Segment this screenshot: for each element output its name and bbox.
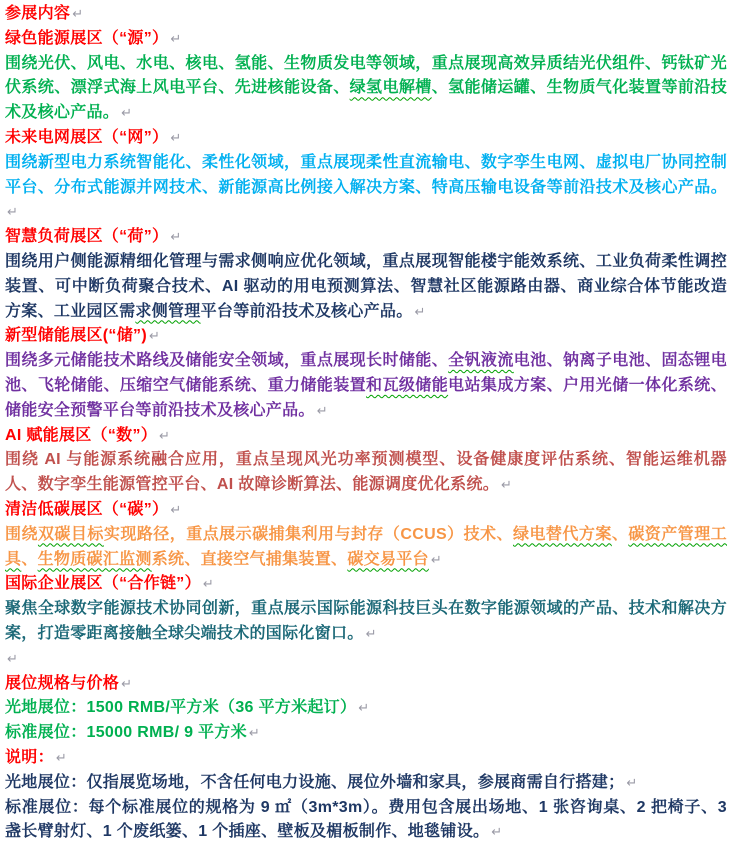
note-raw-space [5, 771, 727, 796]
text-run: 清洁低碳展区（“碳”） [5, 501, 168, 518]
spellcheck-flagged-text: 碳资产管理工具 [5, 526, 727, 568]
section-heading-source [5, 27, 727, 52]
paragraph-mark-icon: ↵ [119, 105, 132, 120]
text-run: 新型储能展区(“储”) [5, 327, 147, 344]
paragraph-mark-icon: ↵ [168, 130, 181, 145]
paragraph-mark-icon: ↵ [54, 750, 67, 765]
paragraph-mark-icon: ↵ [489, 824, 502, 839]
price-standard-booth [5, 721, 727, 746]
text-run: 说明： [5, 749, 54, 766]
text-run: 聚焦全球数字能源技术协同创新，重点展示国际能源科技巨头在数字能源领域的产品、技术和解决方案，打造零距离接触全球尖端技术的国际化窗口。 [5, 600, 727, 642]
section-body-carbon [5, 523, 727, 573]
text-run: 围绕用户侧能源精细化管理与需求侧响应优化领域，重点展现智能楼宇能效系统、工业负荷柔性调控装置、可中断负荷聚合技术、AI 驱动的用电预测算法、智慧社区能源路由器、商业综合体节能改造方案、工业园区需 [5, 253, 727, 320]
spellcheck-flagged-text: 碳交易平台 [347, 551, 429, 568]
spellcheck-flagged-text: 生物质碳汇监测 [38, 551, 152, 568]
section-body-load [5, 250, 727, 324]
text-run: 电站集成方案、户用光储一体化系统、储能安全预警平台等前沿技术及核心产品。 [5, 377, 727, 419]
paragraph-mark-icon: ↵ [429, 552, 442, 567]
text-run: 、氢能储运罐、生物质气化装置等前沿技术及核心产品。 [5, 79, 727, 121]
paragraph-mark-icon: ↵ [315, 403, 328, 418]
text-run: 绿色能源展区（“源”） [5, 30, 168, 47]
spellcheck-flagged-text: 和瓦级储能 [366, 377, 448, 394]
paragraph-mark-icon: ↵ [201, 576, 214, 591]
note-standard-booth [5, 796, 727, 845]
text-run: 围绕光伏、风电、水电、核电、氢能、生物质发电等领域，重点展现高效异质结光伏组件、钙钛矿光伏系统、漂浮式海上风电平台、先进核能设备、 [5, 55, 727, 97]
section-heading-grid [5, 126, 727, 151]
text-run: 标准展位：15000 RMB/ 9 平方米 [5, 724, 247, 741]
paragraph-mark-icon: ↵ [5, 651, 18, 666]
text-run: 实现路径，重点展示碳捕集利用与封存（CCUS）技术、 [104, 526, 513, 543]
text-run: 围绕 [5, 526, 38, 543]
section-heading-international [5, 572, 727, 597]
spellcheck-flagged-text: 双碳目标 [38, 526, 104, 543]
text-run: 参展内容 [5, 5, 70, 22]
section-heading-notes [5, 746, 727, 771]
paragraph-mark-icon: ↵ [168, 31, 181, 46]
text-run: 光地展位：仅指展览场地，不含任何电力设施、展位外墙和家具，参展商需自行搭建； [5, 774, 624, 791]
empty-paragraph [5, 647, 727, 672]
spellcheck-flagged-text: 求侧管理 [135, 303, 200, 320]
text-run: 国际企业展区（“合作链”） [5, 575, 201, 592]
text-run: 系统、直接空气捕集装置、 [152, 551, 348, 568]
section-body-ai [5, 448, 727, 498]
section-body-source [5, 52, 727, 126]
section-heading-pricing [5, 672, 727, 697]
text-run: 智慧负荷展区（“荷”） [5, 228, 168, 245]
price-raw-space [5, 696, 727, 721]
text-run: 围绕 AI 与能源系统融合应用，重点呈现风光功率预测模型、设备健康度评估系统、智能运维机器人、数字孪生能源管控平台、AI 故障诊断算法、能源调度优化系统。 [5, 451, 727, 493]
paragraph-mark-icon: ↵ [364, 626, 377, 641]
page-title [5, 2, 727, 27]
section-heading-load [5, 225, 727, 250]
text-run: 标准展位：每个标准展位的规格为 9 ㎡（3m*3m）。费用包含展出场地、1 张咨询桌、2 把椅子、3 盏长臂射灯、1 个废纸篓、1 个插座、壁板及楣板制作、地毯铺设。 [5, 799, 727, 841]
spellcheck-flagged-text: 绿氢电解槽 [350, 79, 432, 96]
paragraph-mark-icon: ↵ [624, 775, 637, 790]
text-run: 未来电网展区（“网”） [5, 129, 168, 146]
paragraph-mark-icon: ↵ [168, 502, 181, 517]
spellcheck-flagged-text: 全钒液流 [448, 352, 514, 369]
text-run: 电池、钠离子电池、固态锂电池、飞轮储能、压缩空气储能系统、重力储能装置 [5, 352, 727, 394]
paragraph-mark-icon: ↵ [499, 477, 512, 492]
paragraph-mark-icon: ↵ [5, 204, 18, 219]
text-run: 平台等前沿技术及核心产品。 [201, 303, 413, 320]
text-run: AI 赋能展区（“数”） [5, 427, 157, 444]
section-body-grid [5, 151, 727, 225]
text-run: 围绕新型电力系统智能化、柔性化领域，重点展现柔性直流输电、数字孪生电网、虚拟电厂协同控制平台、分布式能源并网技术、新能源高比例接入解决方案、特高压输电设备等前沿技术及核心产品。 [5, 154, 727, 196]
text-run: 光地展位：1500 RMB/平方米（36 平方米起订） [5, 699, 356, 716]
section-body-storage [5, 349, 727, 423]
text-run: 、 [612, 526, 628, 543]
paragraph-mark-icon: ↵ [119, 676, 132, 691]
text-run: 、 [21, 551, 37, 568]
paragraph-mark-icon: ↵ [147, 328, 160, 343]
section-body-international [5, 597, 727, 647]
section-heading-storage [5, 324, 727, 349]
section-heading-carbon [5, 498, 727, 523]
paragraph-mark-icon: ↵ [168, 229, 181, 244]
paragraph-mark-icon: ↵ [247, 725, 260, 740]
text-run: 围绕多元储能技术路线及储能安全领域，重点展现长时储能、 [5, 352, 448, 369]
paragraph-mark-icon: ↵ [70, 6, 83, 21]
spellcheck-flagged-text: 绿电替代方案 [513, 526, 612, 543]
paragraph-mark-icon: ↵ [157, 428, 170, 443]
section-heading-ai [5, 424, 727, 449]
paragraph-mark-icon: ↵ [356, 700, 369, 715]
paragraph-mark-icon: ↵ [413, 304, 426, 319]
text-run: 展位规格与价格 [5, 675, 119, 692]
